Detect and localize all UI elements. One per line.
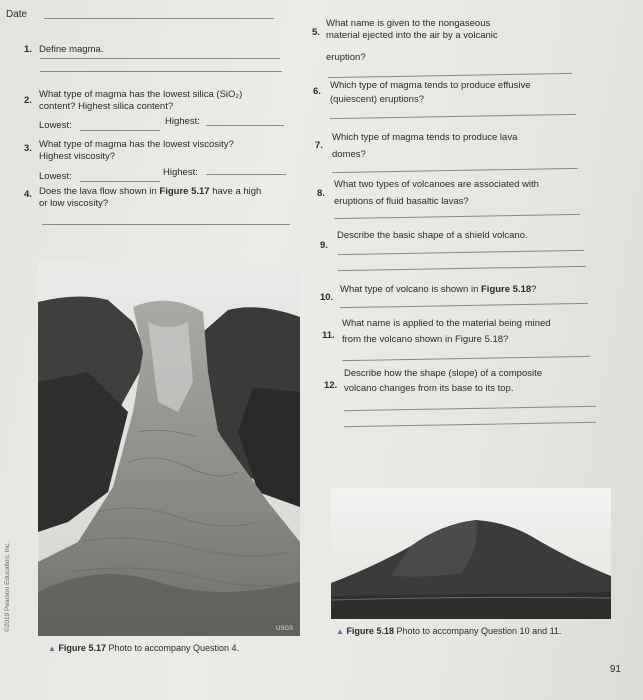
q3-line1: What type of magma has the lowest viscosity?: [39, 139, 234, 150]
q9-answer-line-1[interactable]: [338, 250, 584, 255]
q10-figure-reference: Figure 5.18: [481, 284, 532, 295]
q1-answer-line-2[interactable]: [40, 71, 282, 72]
q3-line2: Highest viscosity?: [39, 151, 116, 162]
q12-answer-line-2[interactable]: [344, 422, 596, 427]
page-number: 91: [609, 664, 621, 675]
q10-text: [340, 284, 536, 296]
q5-line2: material ejected into the air by a volcanic: [326, 30, 498, 41]
q9-answer-line-2[interactable]: [338, 266, 586, 271]
q4-answer-line[interactable]: [42, 224, 290, 225]
caption-triangle-icon: ▲: [336, 627, 344, 636]
figure-5-18-volcano-photo: [331, 488, 611, 619]
q4-line1-end: have a high: [209, 186, 262, 197]
q6-line2: (quiescent) eruptions?: [330, 94, 424, 105]
q4-number: 4.: [24, 189, 32, 200]
q9-text: Describe the basic shape of a shield volcano.: [337, 230, 528, 241]
figure-5-17-caption: [48, 643, 239, 655]
q11-number: 11.: [322, 330, 335, 341]
q10-number: 10.: [320, 292, 334, 303]
q8-line2: eruptions of fluid basaltic lavas?: [334, 196, 469, 207]
q4-line1: [39, 186, 261, 198]
q3-highest-line[interactable]: [206, 174, 286, 175]
q10-text-end: ?: [531, 284, 537, 295]
figure-5-17-lava-flow-photo: [38, 262, 300, 636]
q2-line1: What type of magma has the lowest silica (SiO₂): [39, 89, 243, 100]
q12-line2: volcano changes from its base to its top.: [344, 383, 514, 394]
q3-highest-label: Highest:: [163, 167, 198, 178]
figure-5-17-caption-text: Photo to accompany Question 4.: [108, 643, 240, 653]
q1-number: 1.: [24, 44, 32, 55]
date-answer-line[interactable]: [44, 18, 274, 19]
q6-number: 6.: [313, 86, 321, 97]
q7-line2: domes?: [332, 149, 366, 160]
q10-answer-line[interactable]: [340, 303, 588, 308]
q7-number: 7.: [315, 140, 323, 151]
q2-highest-label: Highest:: [165, 116, 200, 127]
q5-answer-line[interactable]: [328, 73, 572, 78]
q12-answer-line-1[interactable]: [344, 406, 596, 411]
q6-line1: Which type of magma tends to produce effusive: [330, 80, 531, 91]
q3-number: 3.: [24, 143, 32, 154]
q2-lowest-line[interactable]: [80, 130, 160, 131]
cinder-cone-image: [331, 488, 611, 619]
q4-line1-start: Does the lava flow shown in: [39, 186, 160, 197]
q11-line2: from the volcano shown in Figure 5.18?: [342, 334, 509, 345]
q4-line2: or low viscosity?: [39, 198, 109, 209]
q2-lowest-label: Lowest:: [39, 120, 72, 131]
figure-5-18-caption: [336, 626, 561, 638]
q11-line1: What name is applied to the material being mined: [342, 318, 551, 329]
q11-answer-line[interactable]: [342, 356, 590, 361]
q9-number: 9.: [320, 240, 328, 251]
figure-5-18-caption-text: Photo to accompany Question 10 and 11.: [396, 626, 562, 636]
q8-number: 8.: [317, 188, 325, 199]
caption-triangle-icon: ▲: [48, 644, 56, 653]
q12-line1: Describe how the shape (slope) of a composite: [344, 368, 543, 379]
q2-highest-line[interactable]: [206, 125, 284, 126]
figure-5-18-label: Figure 5.18: [346, 626, 394, 636]
q7-answer-line[interactable]: [332, 168, 578, 173]
q2-number: 2.: [24, 95, 32, 106]
q12-number: 12.: [324, 380, 338, 391]
q7-line1: Which type of magma tends to produce lava: [332, 132, 518, 143]
q3-lowest-line[interactable]: [80, 181, 160, 182]
lava-flow-image: [38, 262, 300, 636]
q5-number: 5.: [312, 27, 320, 38]
q1-text: Define magma.: [39, 44, 104, 55]
q10-text-start: What type of volcano is shown in: [340, 284, 481, 295]
q8-line1: What two types of volcanoes are associated with: [334, 179, 539, 190]
q6-answer-line[interactable]: [330, 114, 576, 119]
q3-lowest-label: Lowest:: [39, 171, 72, 182]
q5-line1: What name is given to the nongaseous: [326, 18, 491, 29]
q2-line2: content? Highest silica content?: [39, 101, 174, 112]
copyright-notice: ©2019 Pearson Education, Inc.: [4, 541, 11, 632]
date-label: Date: [6, 9, 28, 20]
figure-5-17-label: Figure 5.17: [58, 643, 106, 653]
q4-figure-reference: Figure 5.17: [159, 186, 210, 197]
figure-5-17-photo-credit: USGS: [276, 626, 294, 632]
q8-answer-line[interactable]: [334, 214, 580, 219]
q1-answer-line-1[interactable]: [40, 58, 280, 59]
q5-line3: eruption?: [326, 52, 366, 63]
